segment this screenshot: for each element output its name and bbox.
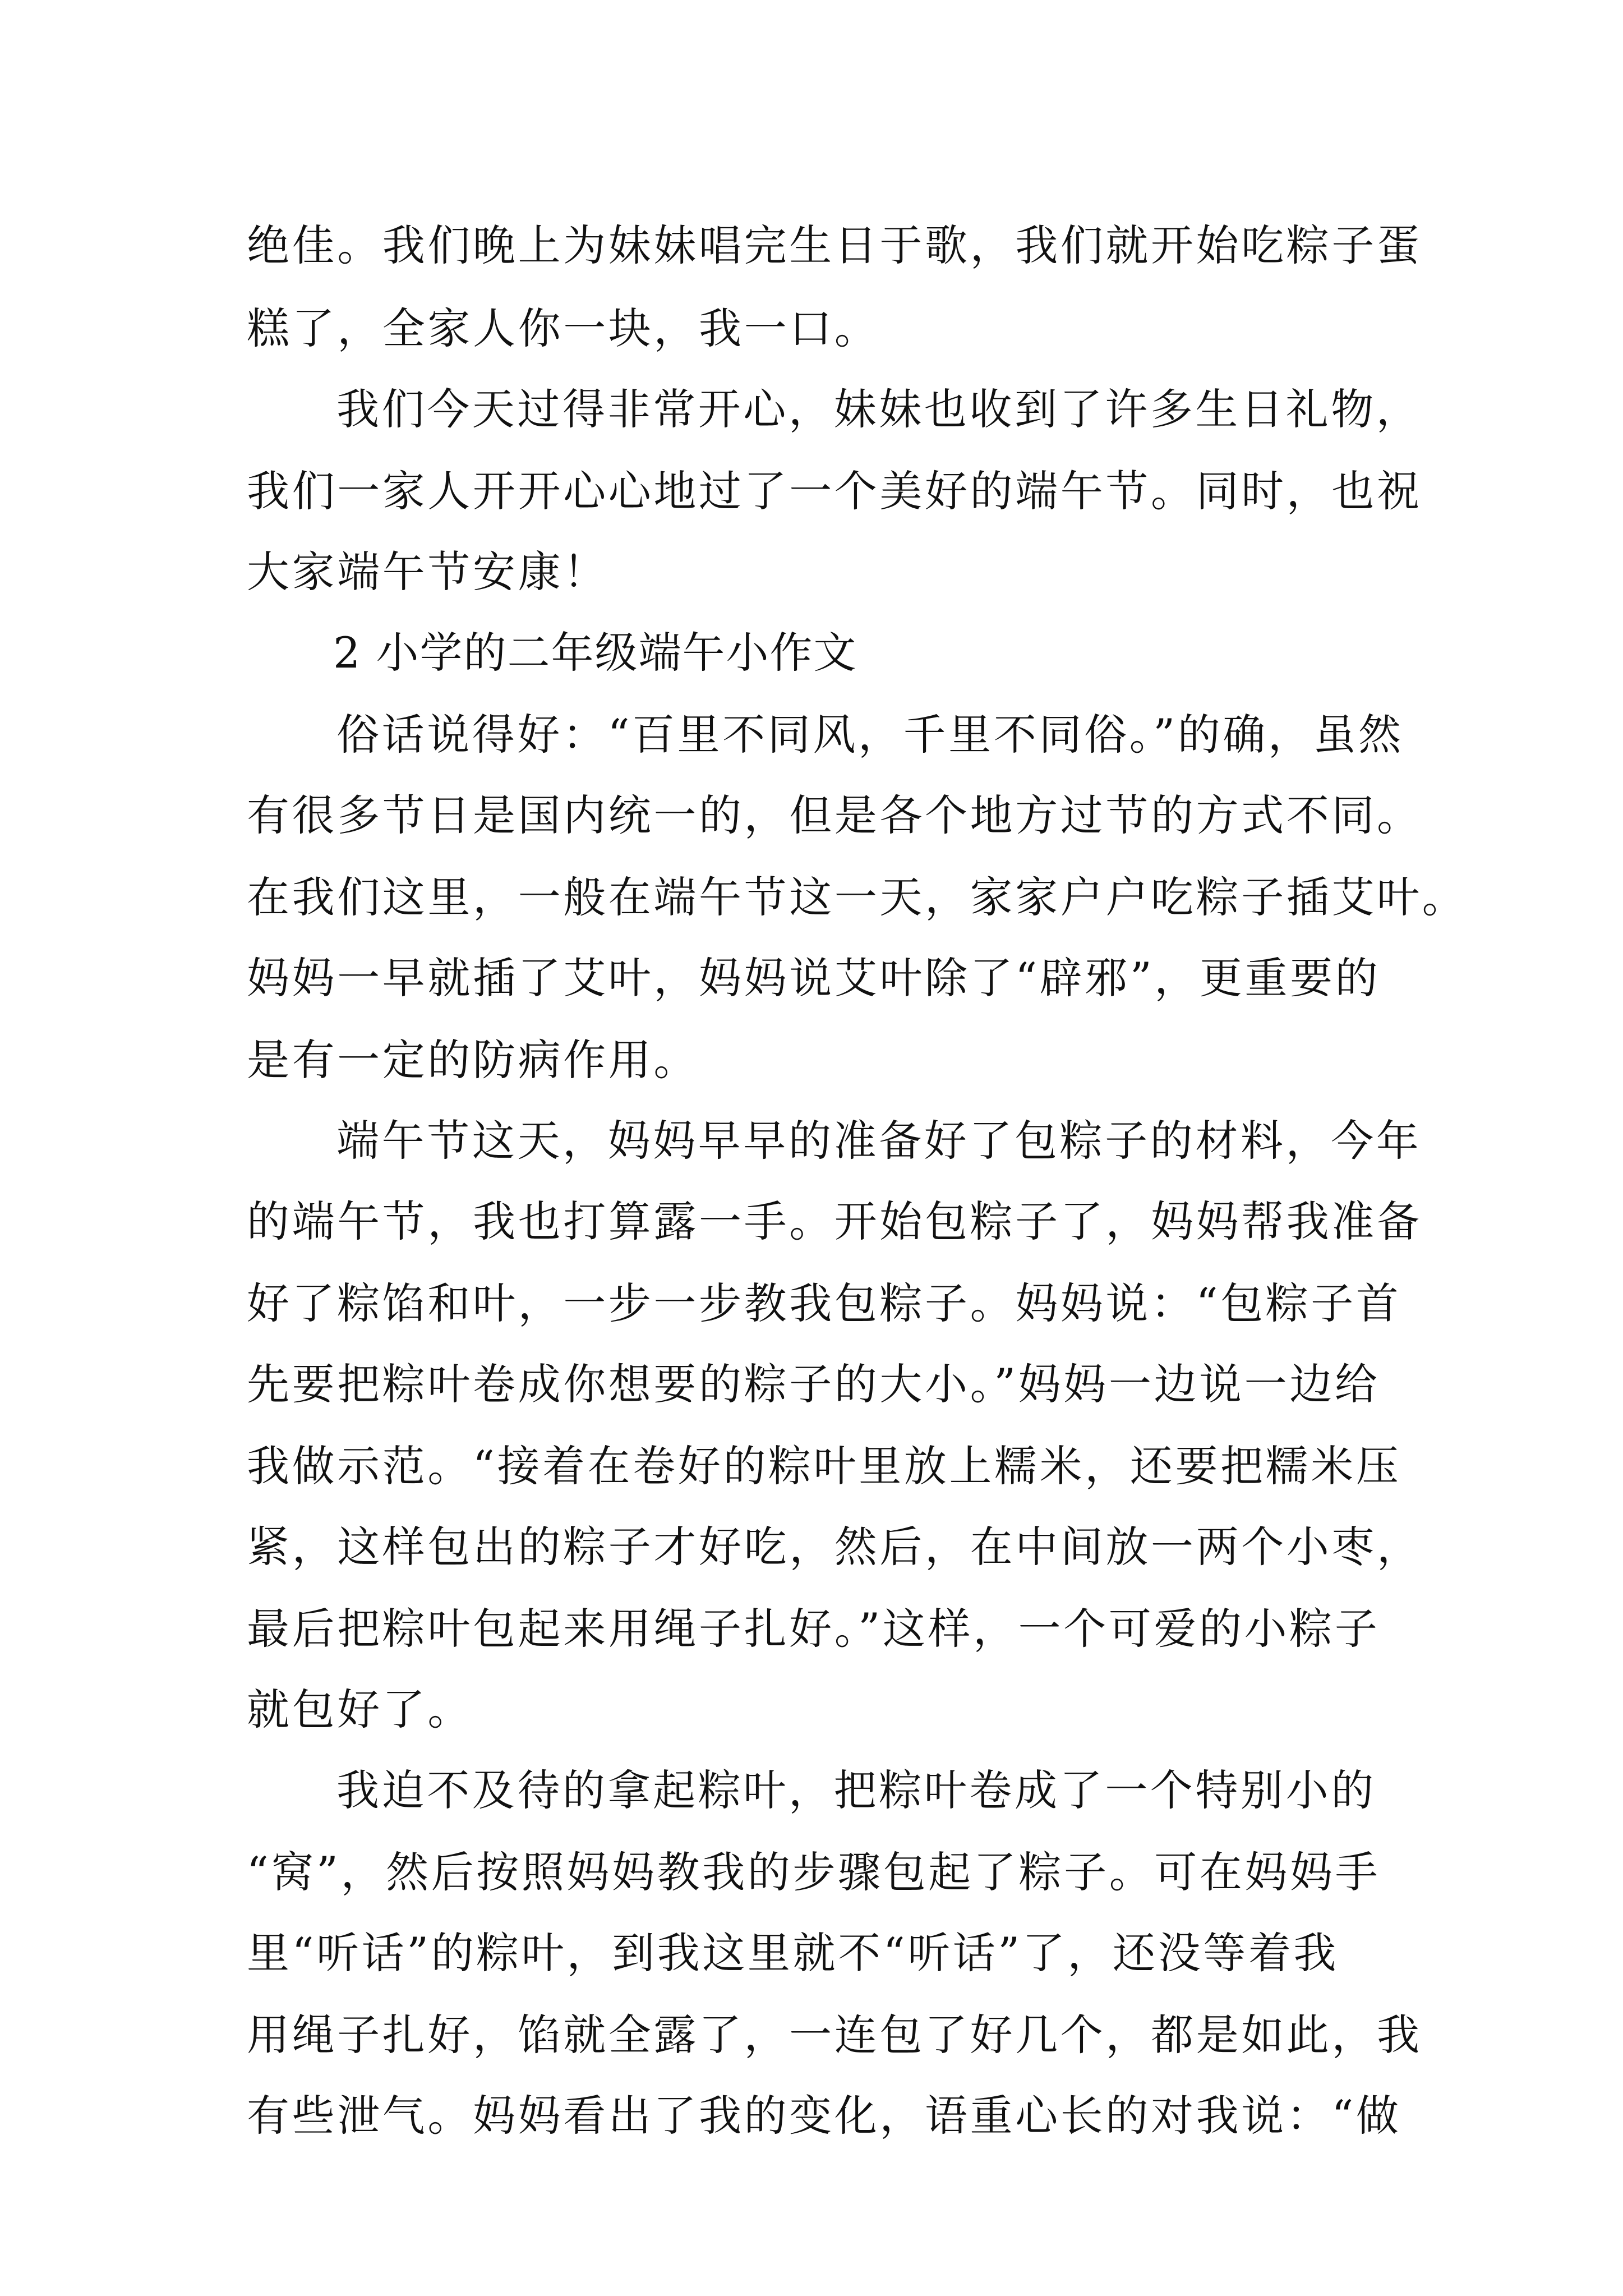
text-line: 是有一定的防病作用。 bbox=[247, 1035, 699, 1085]
text-line: 最后把粽叶包起来用绳子扎好。”这样，一个可爱的小粽子 bbox=[247, 1604, 1380, 1654]
text-line: 紧，这样包出的粽子才好吃，然后，在中间放一两个小枣， bbox=[247, 1522, 1422, 1572]
text-line: 有很多节日是国内统一的，但是各个地方过节的方式不同。 bbox=[247, 790, 1422, 840]
paragraph-first-line: 我迫不及待的拿起粽叶，把粽叶卷成了一个特别小的 bbox=[336, 1765, 1376, 1815]
paragraph-first-line: 端午节这天，妈妈早早的准备好了包粽子的材料，今年 bbox=[336, 1116, 1422, 1166]
section-heading: 2 小学的二年级端午小作文 bbox=[333, 628, 857, 678]
paragraph-first-line: 俗话说得好：“百里不同风，千里不同俗。”的确，虽然 bbox=[336, 710, 1404, 760]
text-line: 大家端午节安康！ bbox=[247, 547, 608, 597]
text-line: 有些泄气。妈妈看出了我的变化，语重心长的对我说：“做 bbox=[247, 2091, 1401, 2141]
text-line: “窝”，然后按照妈妈教我的步骤包起了粽子。可在妈妈手 bbox=[247, 1847, 1381, 1897]
text-line: 我们一家人开开心心地过了一个美好的端午节。同时，也祝 bbox=[247, 466, 1422, 516]
text-line: 里“听话”的粽叶，到我这里就不“听话”了，还没等着我 bbox=[247, 1928, 1339, 1978]
text-line: 好了粽馅和叶，一步一步教我包粽子。妈妈说：“包粽子首 bbox=[247, 1278, 1401, 1328]
paragraph-first-line: 我们今天过得非常开心，妹妹也收到了许多生日礼物， bbox=[336, 384, 1422, 434]
text-line: 绝佳。我们晚上为妹妹唱完生日于歌，我们就开始吃粽子蛋 bbox=[247, 220, 1422, 270]
text-line: 用绳子扎好，馅就全露了，一连包了好几个，都是如此，我 bbox=[247, 2010, 1422, 2060]
text-line: 就包好了。 bbox=[247, 1685, 473, 1734]
text-line: 先要把粽叶卷成你想要的粽子的大小。”妈妈一边说一边给 bbox=[247, 1359, 1380, 1409]
text-line: 糕了，全家人你一块，我一口。 bbox=[247, 303, 880, 353]
text-line: 我做示范。“接着在卷好的粽叶里放上糯米，还要把糯米压 bbox=[247, 1441, 1401, 1491]
text-line: 在我们这里，一般在端午节这一天，家家户户吃粽子插艾叶。 bbox=[247, 872, 1468, 922]
text-line: 的端午节，我也打算露一手。开始包粽子了，妈妈帮我准备 bbox=[247, 1197, 1422, 1246]
text-line: 妈妈一早就插了艾叶，妈妈说艾叶除了“辟邪”，更重要的 bbox=[247, 953, 1381, 1003]
